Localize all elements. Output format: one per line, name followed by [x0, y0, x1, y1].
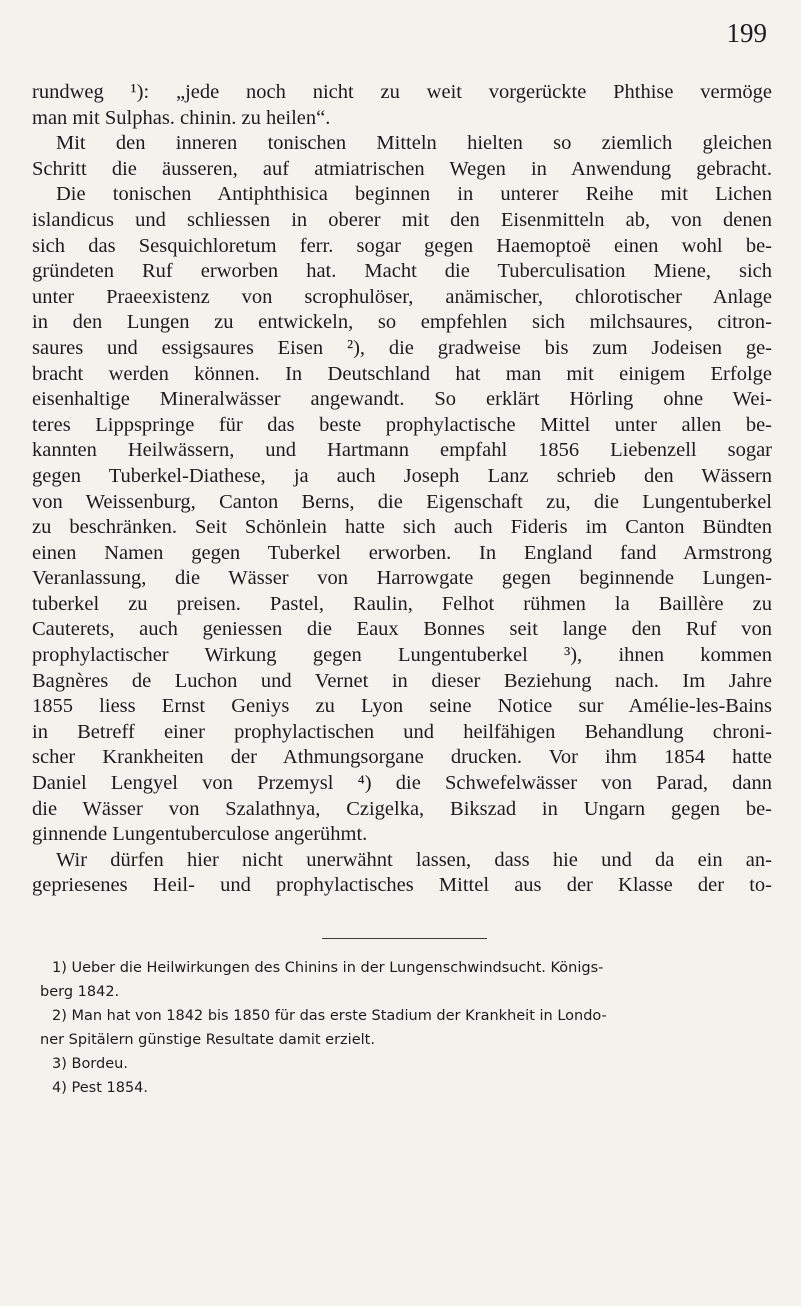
- footnote-continuation: ner Spitälern günstige Resultate damit erzielt.: [40, 1032, 375, 1048]
- text-line: gründeten Ruf erworben hat. Macht die Tuberculisation Miene, sich: [32, 260, 772, 283]
- text-line: gegen Tuberkel-Diathese, ja auch Joseph Lanz schrieb den Wässern: [32, 464, 772, 487]
- text-line: in Betreff einer prophylactischen und heilfähigen Behandlung chroni-: [32, 720, 772, 743]
- text-line: Daniel Lengyel von Przemysl ⁴) die Schwefelwässer von Parad, dann: [32, 772, 772, 795]
- text-line: Schritt die äusseren, auf atmiatrischen Wegen in Anwendung gebracht.: [32, 157, 772, 180]
- footnote: 1) Ueber die Heilwirkungen des Chinins in der Lungenschwindsucht. Königs-: [52, 960, 604, 976]
- text-line: scher Krankheiten der Athmungsorgane drucken. Vor ihm 1854 hatte: [32, 746, 772, 769]
- page-number: 199: [726, 18, 767, 48]
- text-line: einen Namen gegen Tuberkel erworben. In England fand Armstrong: [32, 541, 772, 564]
- text-line: ginnende Lungentuberculose angerühmt.: [32, 823, 368, 846]
- text-line: islandicus und schliessen in oberer mit den Eisenmitteln ab, von denen: [32, 208, 772, 231]
- footnote: 2) Man hat von 1842 bis 1850 für das erste Stadium der Krankheit in Londo-: [52, 1008, 607, 1024]
- text-line: Die tonischen Antiphthisica beginnen in unterer Reihe mit Lichen: [56, 183, 772, 206]
- text-line: bracht werden können. In Deutschland hat man mit einigem Erfolge: [32, 362, 772, 385]
- text-line: Wir dürfen hier nicht unerwähnt lassen, dass hie und da ein an-: [56, 848, 772, 871]
- text-line: Veranlassung, die Wässer von Harrowgate gegen beginnende Lungen-: [32, 567, 772, 590]
- text-line: gepriesenes Heil- und prophylactisches Mittel aus der Klasse der to-: [32, 874, 772, 897]
- footnote-continuation: berg 1842.: [40, 984, 120, 1000]
- text-line: die Wässer von Szalathnya, Czigelka, Bikszad in Ungarn gegen be-: [32, 797, 772, 820]
- text-line: saures und essigsaures Eisen ²), die gradweise bis zum Jodeisen ge-: [32, 336, 772, 359]
- footnotes: [40, 956, 770, 1100]
- footnote-divider: [322, 938, 487, 939]
- text-line: sich das Sesquichloretum ferr. sogar gegen Haemoptoë einen wohl be-: [32, 234, 772, 257]
- text-line: von Weissenburg, Canton Berns, die Eigenschaft zu, die Lungentuberkel: [32, 490, 772, 513]
- text-line: zu beschränken. Seit Schönlein hatte sich auch Fideris im Canton Bündten: [32, 516, 772, 539]
- text-line: in den Lungen zu entwickeln, so empfehlen sich milchsaures, citron-: [32, 311, 772, 334]
- text-line: teres Lippspringe für das beste prophylactische Mittel unter allen be-: [32, 413, 772, 436]
- text-line: rundweg ¹): „jede noch nicht zu weit vorgerückte Phthise vermöge: [32, 81, 772, 103]
- text-line: Mit den inneren tonischen Mitteln hielten so ziemlich gleichen: [56, 132, 772, 155]
- text-line: 1855 liess Ernst Geniys zu Lyon seine Notice sur Amélie-les-Bains: [32, 695, 772, 718]
- text-line: prophylactischer Wirkung gegen Lungentuberkel ³), ihnen kommen: [32, 644, 772, 667]
- body-text: [32, 80, 772, 899]
- text-line: eisenhaltige Mineralwässer angewandt. So erklärt Hörling ohne Wei-: [32, 388, 772, 411]
- text-line: tuberkel zu preisen. Pastel, Raulin, Felhot rühmen la Baillère zu: [32, 592, 772, 615]
- text-line: Bagnères de Luchon und Vernet in dieser Beziehung nach. Im Jahre: [32, 669, 772, 692]
- text-line: unter Praeexistenz von scrophulöser, anämischer, chlorotischer Anlage: [32, 285, 772, 308]
- footnote: 3) Bordeu.: [52, 1056, 128, 1072]
- text-line: man mit Sulphas. chinin. zu heilen“.: [32, 106, 331, 129]
- text-line: Cauterets, auch geniessen die Eaux Bonnes seit lange den Ruf von: [32, 618, 772, 641]
- footnote: 4) Pest 1854.: [52, 1080, 148, 1096]
- text-line: kannten Heilwässern, und Hartmann empfahl 1856 Liebenzell sogar: [32, 439, 772, 462]
